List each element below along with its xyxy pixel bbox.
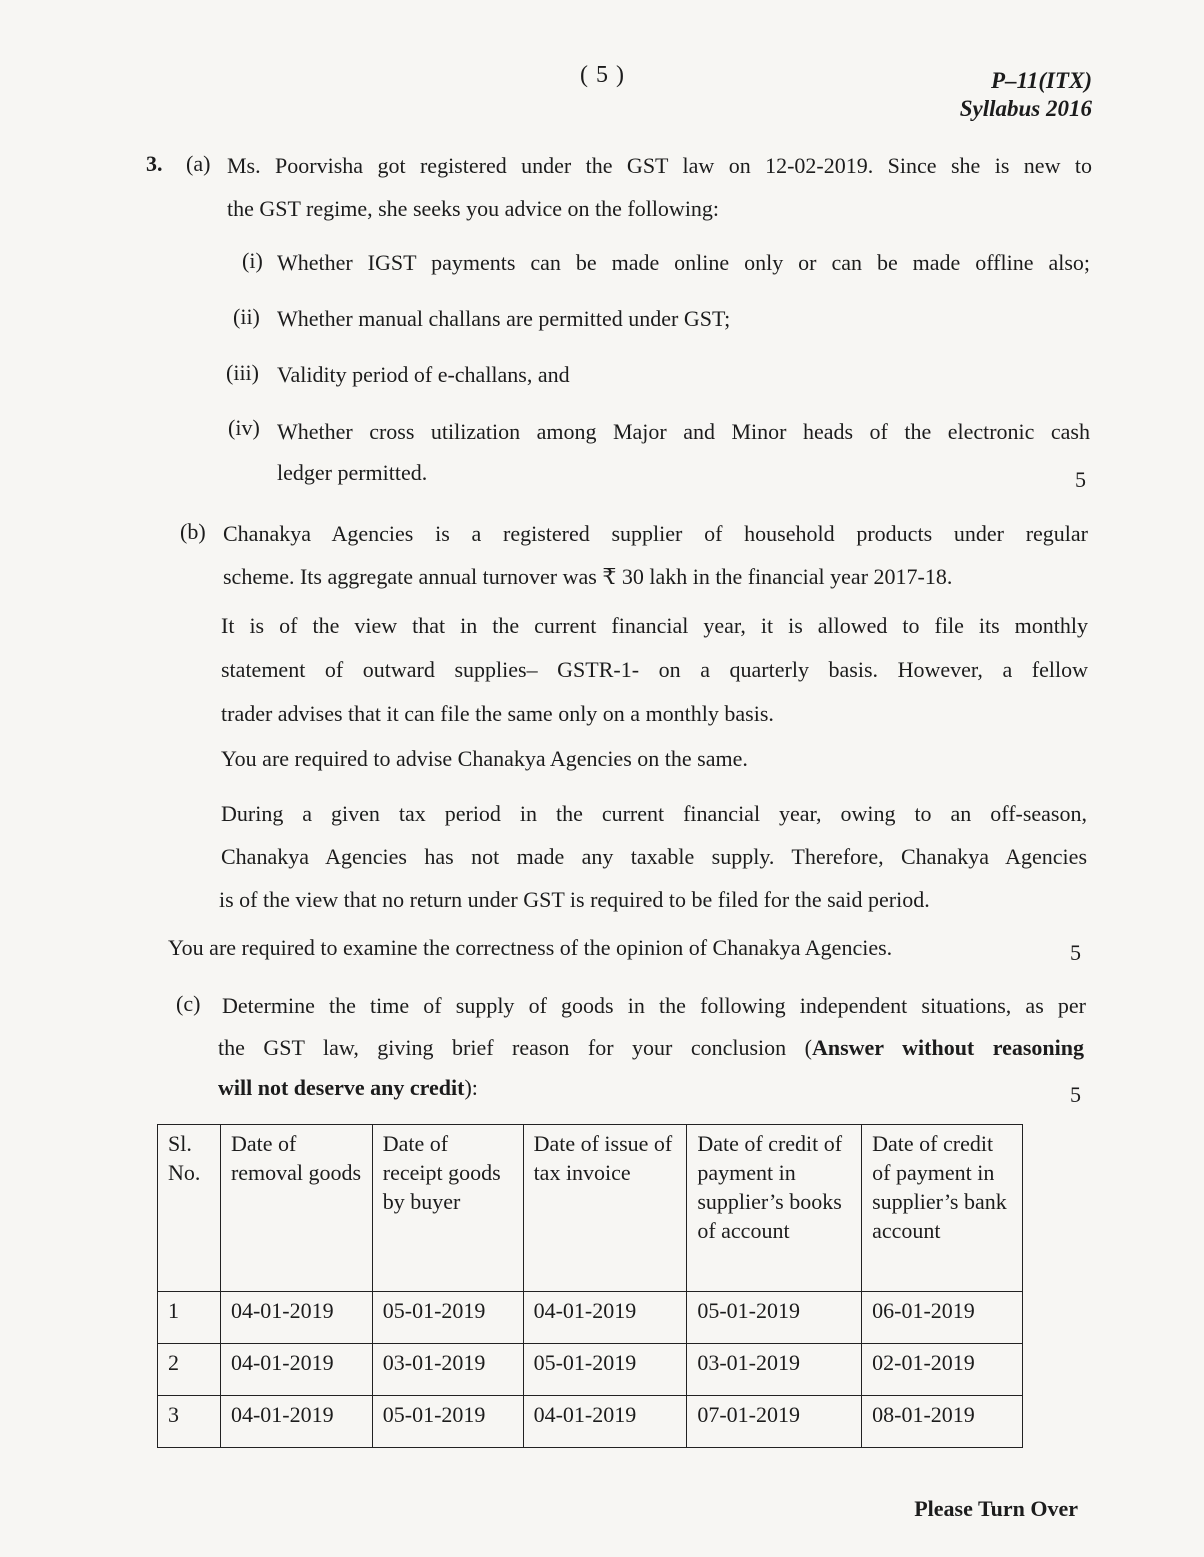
- part-b-p4-line-2: Chanakya Agencies has not made any taxable supply. Therefore, Chanakya Agencies: [221, 844, 1087, 869]
- table-cell: 04-01-2019: [523, 1396, 687, 1448]
- page-number: ( 5 ): [580, 62, 625, 88]
- sub-item-label: (i): [242, 248, 263, 273]
- part-b-p2-line-1: It is of the view that in the current financial year, it is allowed to file its monthly: [221, 613, 1088, 638]
- paper-code: P–11(ITX): [991, 68, 1092, 93]
- sub-item-text: Whether cross utilization among Major and Minor heads of the electronic cash: [277, 419, 1090, 444]
- table-cell: 05-01-2019: [372, 1396, 523, 1448]
- sub-item-text: Whether manual challans are permitted under GST;: [277, 306, 731, 331]
- part-b-p4-line-3: is of the view that no return under GST is required to be filed for the said period.: [219, 887, 930, 912]
- table-cell: 04-01-2019: [523, 1292, 687, 1344]
- part-a-label: (a): [186, 151, 211, 176]
- table-cell: 03-01-2019: [687, 1344, 862, 1396]
- syllabus-label: Syllabus 2016: [959, 96, 1092, 121]
- sub-item-text-continued: ledger permitted.: [277, 460, 428, 485]
- table-cell: 05-01-2019: [372, 1292, 523, 1344]
- part-c-line-2: the GST law, giving brief reason for your conclusion (Answer without reasoning: [218, 1035, 1085, 1060]
- table-row: [158, 1292, 1023, 1344]
- table-header-row: [158, 1125, 1023, 1292]
- part-b-p5: You are required to examine the correctness of the opinion of Chanakya Agencies.: [168, 935, 893, 960]
- part-a-line-2: the GST regime, she seeks you advice on the following:: [227, 196, 720, 221]
- table-cell: 1: [158, 1292, 221, 1344]
- part-a-line-1: Ms. Poorvisha got registered under the GST law on 12-02-2019. Since she is new to: [227, 153, 1092, 178]
- part-c-label: (c): [176, 991, 201, 1016]
- marks-a: 5: [1075, 467, 1086, 492]
- column-header: Date of receipt goods by buyer: [372, 1125, 523, 1292]
- table-cell: 04-01-2019: [220, 1292, 372, 1344]
- column-header: Date of removal goods: [220, 1125, 372, 1292]
- sub-item-text: Validity period of e-challans, and: [277, 362, 570, 387]
- part-b-label: (b): [180, 519, 206, 544]
- table-cell: 2: [158, 1344, 221, 1396]
- table-cell: 07-01-2019: [687, 1396, 862, 1448]
- table-cell: 04-01-2019: [220, 1344, 372, 1396]
- column-header: Sl. No.: [158, 1125, 221, 1292]
- part-b-p3: You are required to advise Chanakya Agencies on the same.: [221, 746, 748, 771]
- marks-c: 5: [1070, 1082, 1081, 1107]
- part-b-p2-line-2: statement of outward supplies– GSTR-1- on a quarterly basis. However, a fellow: [221, 657, 1088, 682]
- column-header: Date of credit of payment in supplier’s books of account: [687, 1125, 862, 1292]
- table-cell: 08-01-2019: [862, 1396, 1023, 1448]
- part-b-p1-line-1: Chanakya Agencies is a registered supplier of household products under regular: [223, 521, 1088, 546]
- part-b-p1-line-2: scheme. Its aggregate annual turnover was ₹ 30 lakh in the financial year 2017-18.: [223, 564, 953, 589]
- table-cell: 06-01-2019: [862, 1292, 1023, 1344]
- part-b-p4-line-1: During a given tax period in the current financial year, owing to an off-season,: [221, 801, 1087, 826]
- part-c-line-3: will not deserve any credit):: [218, 1075, 478, 1100]
- column-header: Date of issue of tax invoice: [523, 1125, 687, 1292]
- sub-item-label: (ii): [233, 304, 260, 329]
- time-of-supply-table: [157, 1124, 1023, 1448]
- column-header: Date of credit of payment in supplier’s bank account: [862, 1125, 1023, 1292]
- table-row: [158, 1396, 1023, 1448]
- table-cell: 05-01-2019: [687, 1292, 862, 1344]
- table-cell: 3: [158, 1396, 221, 1448]
- please-turn-over: Please Turn Over: [914, 1496, 1078, 1521]
- table-cell: 02-01-2019: [862, 1344, 1023, 1396]
- marks-b: 5: [1070, 940, 1081, 965]
- table-cell: 03-01-2019: [372, 1344, 523, 1396]
- sub-item-label: (iii): [226, 360, 259, 385]
- part-b-p2-line-3: trader advises that it can file the same only on a monthly basis.: [221, 701, 774, 726]
- sub-item-text: Whether IGST payments can be made online only or can be made offline also;: [277, 250, 1090, 275]
- question-number: 3.: [146, 151, 163, 176]
- table-cell: 05-01-2019: [523, 1344, 687, 1396]
- table-cell: 04-01-2019: [220, 1396, 372, 1448]
- table-row: [158, 1344, 1023, 1396]
- sub-item-label: (iv): [228, 415, 260, 440]
- part-c-line-1: Determine the time of supply of goods in the following independent situations, as per: [222, 993, 1086, 1018]
